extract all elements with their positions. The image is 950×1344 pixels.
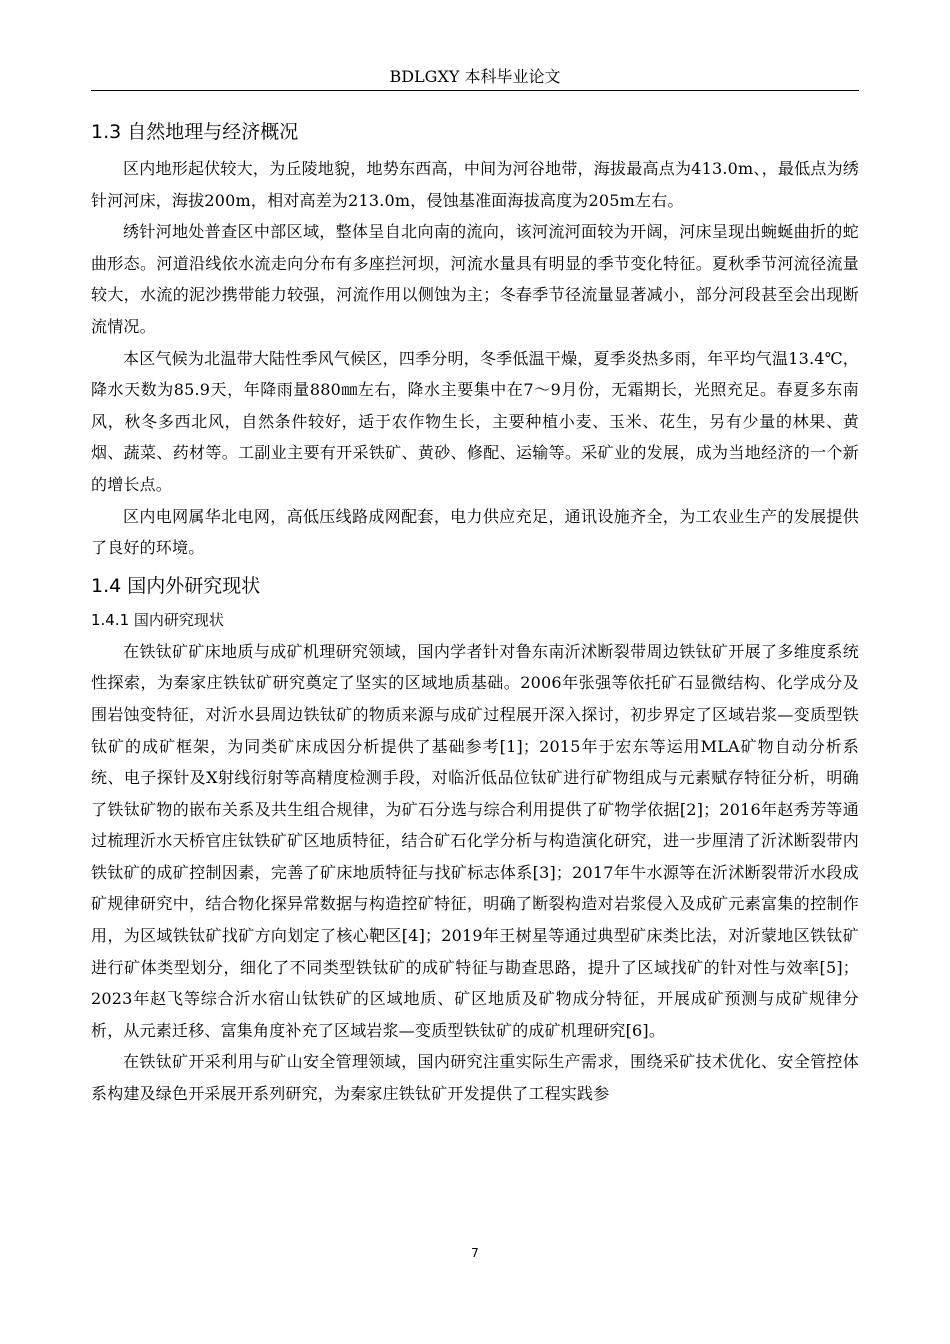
paragraph-river: 绣针河地处普查区中部区域，整体呈自北向南的流向，该河流河面较为开阔，河床呈现出蜿蜒曲折的蛇曲形态。河道沿线依水流走向分布有多座拦河坝，河流水量具有明显的季节变化特征。夏秋季节河流径流量较大，水流的泥沙携带能力较强，河流作用以侧蚀为主；冬春季节径流量显著减小，部分河段甚至会出现断流情况。 <box>91 222 859 336</box>
paragraph-climate: 本区气候为北温带大陆性季风气候区，四季分明，冬季低温干燥，夏季炎热多雨，年平均气温13.4℃，降水天数为85.9天，年降雨量880㎜左右，降水主要集中在7～9月份，无霜期长，光照充足。春夏多东南风，秋冬多西北风，自然条件较好，适于农作物生长，主要种植小麦、玉米、花生，另有少量的林果、黄烟、蔬菜、药材等。工副业主要有开采铁矿、黄砂、修配、运输等。采矿业的发展，成为当地经济的一个新的增长点。 <box>91 348 859 494</box>
paragraph-terrain: 区内地形起伏较大，为丘陵地貌，地势东西高，中间为河谷地带，海拔最高点为413.0m、，最低点为绣针河河床，海拔200m，相对高差为213.0m，侵蚀基准面海拔高度为205m左右。 <box>91 159 859 210</box>
page-number: 7 <box>471 1246 479 1260</box>
paragraph-power-grid: 区内电网属华北电网，高低压线路成网配套，电力供应充足，通讯设施齐全，为工农业生产的发展提供了良好的环境。 <box>91 506 859 558</box>
subsection-heading-1-4-1: 1.4.1 国内研究现状 <box>91 610 224 629</box>
page-body <box>91 120 859 1110</box>
running-header: BDLGXY 本科毕业论文 <box>389 67 561 86</box>
header-divider <box>91 90 859 91</box>
paragraph-domestic-mining: 在铁钛矿开采利用与矿山安全管理领域，国内研究注重实际生产需求，围绕采矿技术优化、安全管控体系构建及绿色开采展开系列研究，为秦家庄铁钛矿开发提供了工程实践参 <box>91 1052 859 1104</box>
section-heading-1-3: 1.3 自然地理与经济概况 <box>91 121 299 143</box>
paragraph-domestic-geology: 在铁钛矿矿床地质与成矿机理研究领域，国内学者针对鲁东南沂沭断裂带周边铁钛矿开展了多维度系统性探索，为秦家庄铁钛矿研究奠定了坚实的区域地质基础。2006年张强等依托矿石显微结构、化学成分及围岩蚀变特征，对沂水县周边铁钛矿的物质来源与成矿过程展开深入探讨，初步界定了区域岩浆—变质型铁钛矿的成矿框架，为同类矿床成因分析提供了基础参考[1]；2015年于宏东等运用MLA矿物自动分析系统、电子探针及X射线衍射等高精度检测手段，对临沂低品位钛矿进行矿物组成与元素赋存特征分析，明确了铁钛矿物的嵌布关系及共生组合规律，为矿石分选与综合利用提供了矿物学依据[2]；2016年赵秀芳等通过梳理沂水天桥官庄钛铁矿矿区地质特征，结合矿石化学分析与构造演化研究，进一步厘清了沂沭断裂带内铁钛矿的成矿控制因素，完善了矿床地质特征与找矿标志体系[3]；2017年牛水源等在沂沭断裂带沂水段成矿规律研究中，结合物化探异常数据与构造控矿特征，明确了断裂构造对岩浆侵入及成矿元素富集的控制作用，为区域铁钛矿找矿方向划定了核心靶区[4]；2019年王树星等通过典型矿床类比法，对沂蒙地区铁钛矿进行矿体类型划分，细化了不同类型铁钛矿的成矿特征与勘查思路，提升了区域找矿的针对性与效率[5]；2023年赵飞等综合沂水宿山钛铁矿的区域地质、矿区地质及矿物成分特征，开展成矿预测与成矿规律分析，从元素迁移、富集角度补充了区域岩浆—变质型铁钛矿的成矿机理研究[6]。 <box>91 641 859 1040</box>
section-heading-1-4: 1.4 国内外研究现状 <box>91 574 261 597</box>
